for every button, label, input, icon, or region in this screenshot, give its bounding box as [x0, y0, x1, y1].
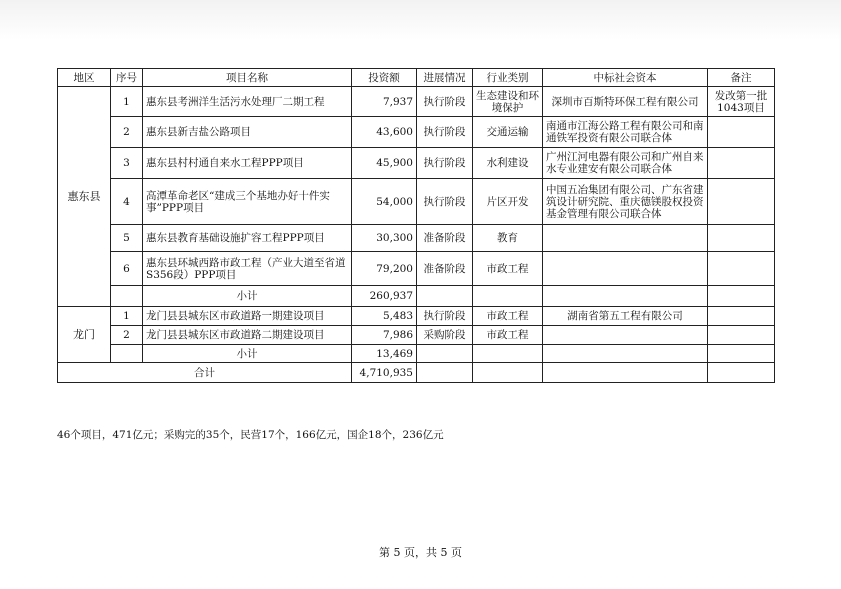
remark [708, 252, 775, 286]
summary-note: 46个项目，471亿元；采购完的35个，民营17个，166亿元，国企18个，236亿元 [57, 429, 444, 441]
investment-amount: 43,600 [352, 117, 417, 148]
remark [708, 148, 775, 179]
investment-amount: 7,937 [352, 87, 417, 117]
subtotal-row [58, 345, 775, 363]
industry-category: 教育 [473, 225, 543, 252]
subtotal-spacer [111, 286, 143, 307]
investment-amount: 5,483 [352, 307, 417, 326]
subtotal-label: 小计 [143, 286, 352, 307]
header-investor: 中标社会资本 [543, 69, 708, 87]
investment-amount: 79,200 [352, 252, 417, 286]
project-name: 龙门县县城东区市政道路一期建设项目 [143, 307, 352, 326]
subtotal-spacer [111, 345, 143, 363]
empty-cell [543, 363, 708, 383]
winning-investor: 湖南省第五工程有限公司 [543, 307, 708, 326]
table-row [58, 326, 775, 345]
table-row [58, 179, 775, 225]
project-table [57, 68, 775, 383]
table-row [58, 307, 775, 326]
remark [708, 307, 775, 326]
industry-category: 水利建设 [473, 148, 543, 179]
empty-cell [708, 363, 775, 383]
progress-status: 准备阶段 [417, 252, 473, 286]
project-name: 惠东县考洲洋生活污水处理厂二期工程 [143, 87, 352, 117]
project-name: 惠东县新吉盐公路项目 [143, 117, 352, 148]
row-number: 1 [111, 87, 143, 117]
winning-investor [543, 225, 708, 252]
subtotal-label: 小计 [143, 345, 352, 363]
row-number: 2 [111, 117, 143, 148]
table-row [58, 148, 775, 179]
row-number: 6 [111, 252, 143, 286]
row-number: 5 [111, 225, 143, 252]
empty-cell [543, 286, 708, 307]
table-row [58, 252, 775, 286]
project-name: 惠东县教育基础设施扩容工程PPP项目 [143, 225, 352, 252]
project-name: 高潭革命老区“建成三个基地办好十件实事”PPP项目 [143, 179, 352, 225]
investment-amount: 7,986 [352, 326, 417, 345]
row-number: 3 [111, 148, 143, 179]
remark [708, 117, 775, 148]
investment-amount: 45,900 [352, 148, 417, 179]
table-row [58, 225, 775, 252]
table-header-row [58, 69, 775, 87]
industry-category: 市政工程 [473, 307, 543, 326]
project-name: 惠东县村村通自来水工程PPP项目 [143, 148, 352, 179]
investment-amount: 30,300 [352, 225, 417, 252]
industry-category: 生态建设和环境保护 [473, 87, 543, 117]
subtotal-amount: 13,469 [352, 345, 417, 363]
investment-amount: 54,000 [352, 179, 417, 225]
row-number: 4 [111, 179, 143, 225]
project-name: 龙门县县城东区市政道路二期建设项目 [143, 326, 352, 345]
total-amount: 4,710,935 [352, 363, 417, 383]
progress-status: 执行阶段 [417, 307, 473, 326]
winning-investor [543, 326, 708, 345]
page-footer: 第 5 页，共 5 页 [379, 546, 462, 559]
subtotal-row [58, 286, 775, 307]
header-number: 序号 [111, 69, 143, 87]
empty-cell [417, 363, 473, 383]
industry-category: 片区开发 [473, 179, 543, 225]
remark [708, 225, 775, 252]
progress-status: 执行阶段 [417, 117, 473, 148]
remark [708, 179, 775, 225]
winning-investor: 中国五冶集团有限公司、广东省建筑设计研究院、重庆德镁股权投资基金管理有限公司联合体 [543, 179, 708, 225]
region-cell: 龙门 [58, 307, 111, 363]
header-remark: 备注 [708, 69, 775, 87]
industry-category: 交通运输 [473, 117, 543, 148]
subtotal-amount: 260,937 [352, 286, 417, 307]
empty-cell [417, 286, 473, 307]
winning-investor: 南通市江海公路工程有限公司和南通铁军投资有限公司联合体 [543, 117, 708, 148]
table-row [58, 117, 775, 148]
header-project-name: 项目名称 [143, 69, 352, 87]
header-region: 地区 [58, 69, 111, 87]
industry-category: 市政工程 [473, 252, 543, 286]
remark [708, 326, 775, 345]
header-investment: 投资额 [352, 69, 417, 87]
header-status: 进展情况 [417, 69, 473, 87]
empty-cell [417, 345, 473, 363]
region-cell: 惠东县 [58, 87, 111, 307]
row-number: 2 [111, 326, 143, 345]
industry-category: 市政工程 [473, 326, 543, 345]
empty-cell [473, 286, 543, 307]
empty-cell [473, 345, 543, 363]
total-label: 合计 [58, 363, 352, 383]
empty-cell [543, 345, 708, 363]
progress-status: 执行阶段 [417, 179, 473, 225]
progress-status: 执行阶段 [417, 148, 473, 179]
winning-investor [543, 252, 708, 286]
row-number: 1 [111, 307, 143, 326]
progress-status: 采购阶段 [417, 326, 473, 345]
project-name: 惠东县环城西路市政工程（产业大道至省道S356段）PPP项目 [143, 252, 352, 286]
remark: 发改第一批1043项目 [708, 87, 775, 117]
empty-cell [708, 345, 775, 363]
total-row [58, 363, 775, 383]
progress-status: 执行阶段 [417, 87, 473, 117]
header-industry: 行业类别 [473, 69, 543, 87]
empty-cell [708, 286, 775, 307]
winning-investor: 深圳市百斯特环保工程有限公司 [543, 87, 708, 117]
empty-cell [473, 363, 543, 383]
table-row [58, 87, 775, 117]
progress-status: 准备阶段 [417, 225, 473, 252]
winning-investor: 广州江河电器有限公司和广州自来水专业建安有限公司联合体 [543, 148, 708, 179]
